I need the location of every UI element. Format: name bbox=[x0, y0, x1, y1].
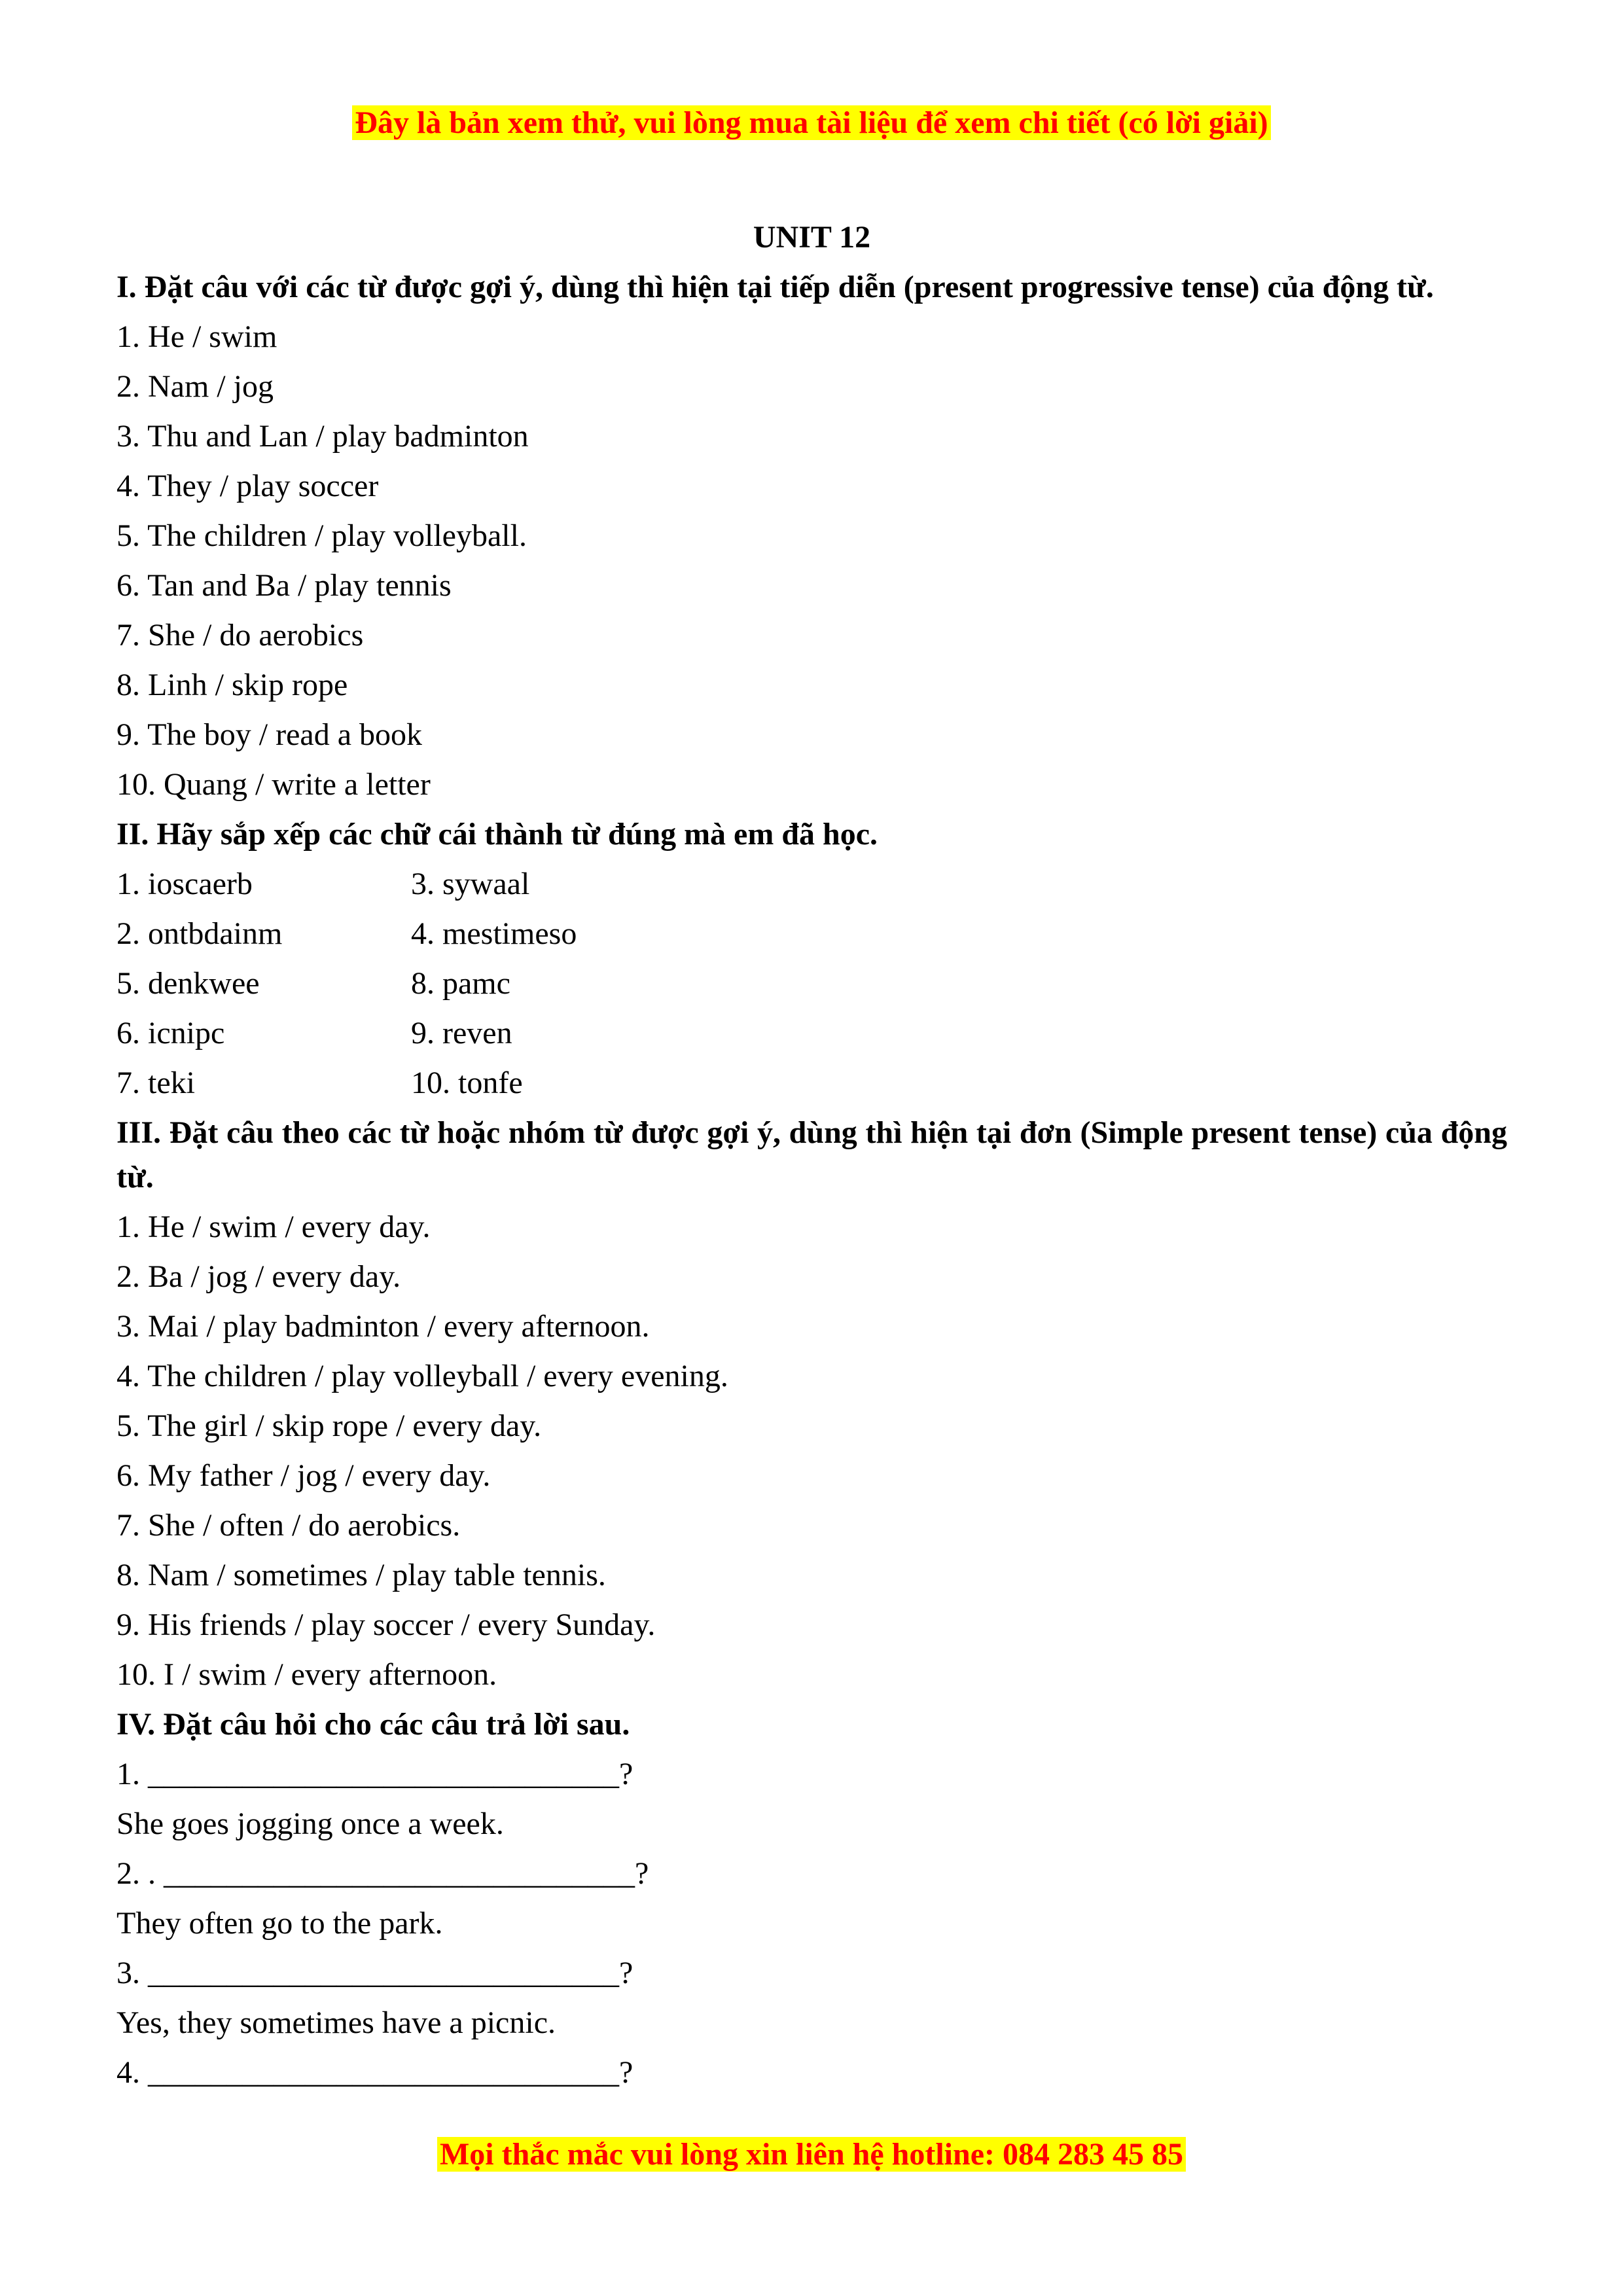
list-item: 2. Nam / jog bbox=[116, 369, 274, 404]
list-item: 5. The girl / skip rope / every day. bbox=[116, 1408, 542, 1443]
list-item: 9. The boy / read a book bbox=[116, 717, 422, 752]
scramble-word: 1. ioscaerb bbox=[116, 867, 253, 901]
scramble-row bbox=[116, 909, 1507, 959]
answer-2: They often go to the park. bbox=[116, 1906, 443, 1941]
scramble-word: 2. ontbdainm bbox=[116, 916, 283, 951]
scramble-row bbox=[116, 959, 1507, 1009]
scramble-row bbox=[116, 859, 1507, 909]
list-item: 8. Linh / skip rope bbox=[116, 668, 348, 702]
scramble-word: 5. denkwee bbox=[116, 966, 260, 1001]
scramble-row bbox=[116, 1009, 1507, 1058]
list-item: 1. He / swim bbox=[116, 319, 277, 354]
question-blank-2: 2. . ______________________________? bbox=[116, 1856, 649, 1891]
list-item: 9. His friends / play soccer / every Sunday. bbox=[116, 1607, 656, 1642]
hotline-notice-text: Mọi thắc mắc vui lòng xin liên hệ hotline: 084 283 45 85 bbox=[437, 2137, 1186, 2172]
preview-notice-text: Đây là bản xem thử, vui lòng mua tài liệu để xem chi tiết (có lời giải) bbox=[352, 105, 1270, 140]
question-blank-4: 4. ______________________________? bbox=[116, 2055, 633, 2090]
list-item: 4. The children / play volleyball / every evening. bbox=[116, 1359, 728, 1393]
section-4-heading: IV. Đặt câu hỏi cho các câu trả lời sau. bbox=[116, 1707, 630, 1742]
section-1-heading: I. Đặt câu với các từ được gợi ý, dùng thì hiện tại tiếp diễn (present progressive tense) của động từ. bbox=[116, 270, 1434, 304]
hotline-notice-banner bbox=[0, 2135, 1623, 2174]
list-item: 8. Nam / sometimes / play table tennis. bbox=[116, 1558, 606, 1592]
scramble-word: 10. tonfe bbox=[411, 1066, 523, 1100]
list-item: 6. Tan and Ba / play tennis bbox=[116, 568, 452, 603]
answer-1: She goes jogging once a week. bbox=[116, 1806, 504, 1841]
scramble-word: 4. mestimeso bbox=[411, 916, 577, 951]
worksheet-content bbox=[116, 213, 1507, 2098]
list-item: 6. My father / jog / every day. bbox=[116, 1458, 491, 1493]
unit-title: UNIT 12 bbox=[753, 220, 871, 255]
scramble-row bbox=[116, 1058, 1507, 1108]
list-item: 3. Thu and Lan / play badminton bbox=[116, 419, 529, 454]
list-item: 5. The children / play volleyball. bbox=[116, 518, 527, 553]
question-blank-1: 1. ______________________________? bbox=[116, 1757, 633, 1791]
scramble-word: 9. reven bbox=[411, 1016, 512, 1050]
scramble-word: 8. pamc bbox=[411, 966, 510, 1001]
answer-3: Yes, they sometimes have a picnic. bbox=[116, 2005, 556, 2040]
list-item: 10. Quang / write a letter bbox=[116, 767, 431, 802]
section-3-heading: III. Đặt câu theo các từ hoặc nhóm từ được gợi ý, dùng thì hiện tại đơn (Simple present tense) của động từ. bbox=[116, 1115, 1507, 1194]
scramble-word: 3. sywaal bbox=[411, 867, 530, 901]
list-item: 7. She / often / do aerobics. bbox=[116, 1508, 461, 1543]
question-blank-3: 3. ______________________________? bbox=[116, 1956, 633, 1990]
list-item: 10. I / swim / every afternoon. bbox=[116, 1657, 497, 1692]
preview-notice-banner bbox=[0, 103, 1623, 143]
list-item: 4. They / play soccer bbox=[116, 469, 379, 503]
list-item: 3. Mai / play badminton / every afternoon. bbox=[116, 1309, 650, 1344]
scramble-word: 6. icnipc bbox=[116, 1016, 225, 1050]
scramble-word: 7. teki bbox=[116, 1066, 195, 1100]
list-item: 2. Ba / jog / every day. bbox=[116, 1259, 401, 1294]
list-item: 7. She / do aerobics bbox=[116, 618, 364, 653]
list-item: 1. He / swim / every day. bbox=[116, 1210, 431, 1244]
section-2-heading: II. Hãy sắp xếp các chữ cái thành từ đúng mà em đã học. bbox=[116, 817, 878, 852]
